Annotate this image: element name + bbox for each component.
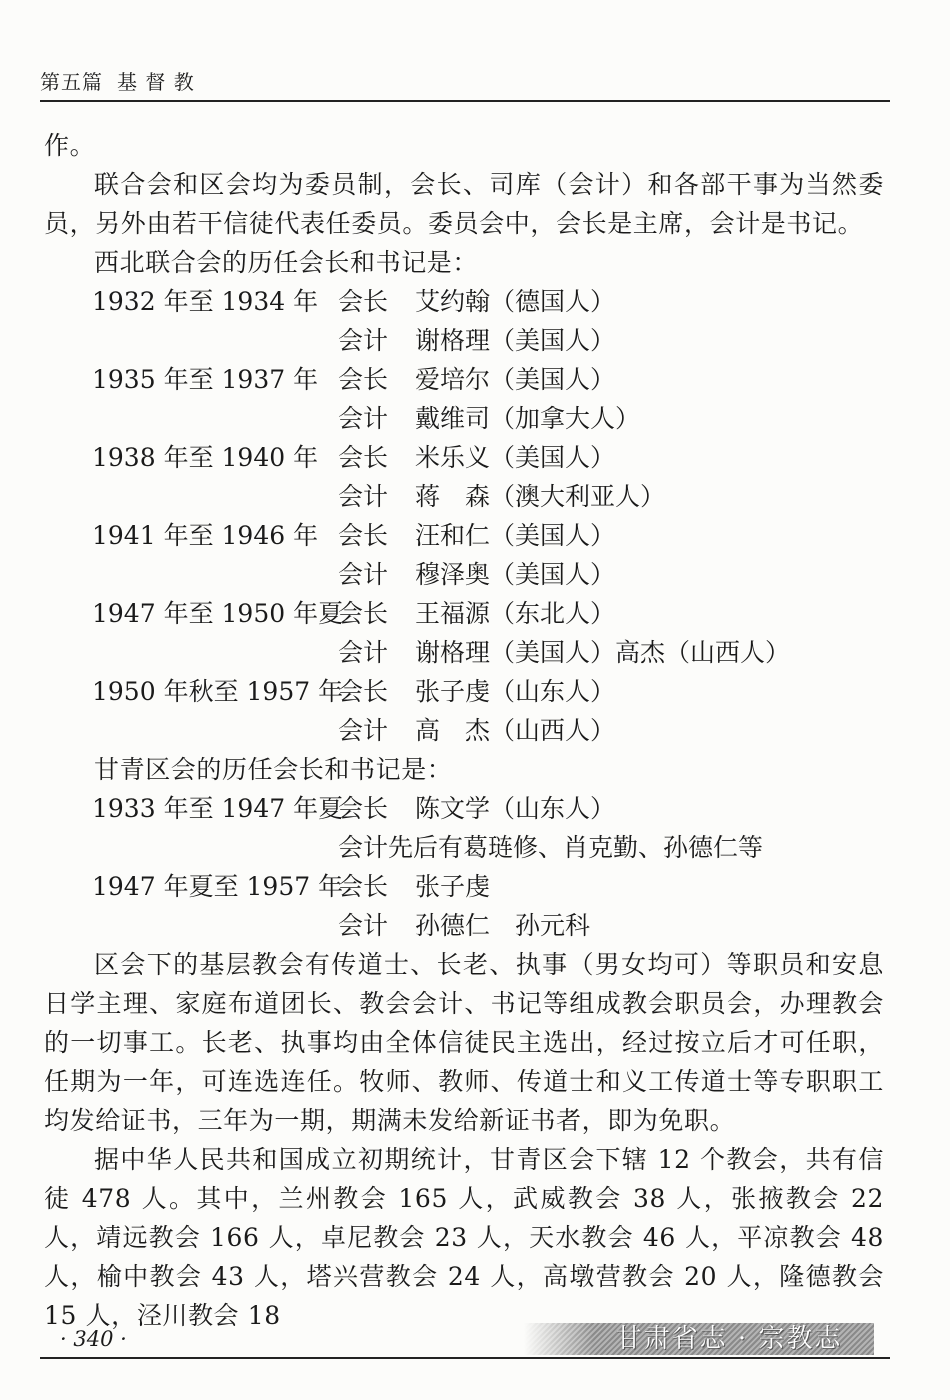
leader-name: 张子虔（山东人）	[415, 677, 616, 706]
term-period: 1941 年至 1946 年	[92, 521, 319, 550]
treasurer-note: 会计先后有葛琏修、肖克勤、孙德仁等	[338, 833, 764, 862]
role-label: 会长	[338, 599, 389, 628]
leader-name: 穆泽奥（美国人）	[415, 560, 616, 589]
part-title: 基 督 教	[117, 70, 195, 94]
term-period: 1938 年至 1940 年	[92, 443, 319, 472]
leader-name: 米乐义（美国人）	[415, 443, 616, 472]
role-label: 会长	[338, 872, 389, 901]
role-label: 会计	[338, 560, 389, 589]
leader-row	[44, 516, 884, 555]
term-period: 1935 年至 1937 年	[92, 365, 319, 394]
leader-row	[44, 477, 884, 516]
role-label: 会长	[338, 521, 389, 550]
leader-row	[44, 360, 884, 399]
leader-row	[44, 321, 884, 360]
leader-name: 张子虔	[415, 872, 491, 901]
role-label: 会计	[338, 716, 389, 745]
term-period: 1932 年至 1934 年	[92, 287, 319, 316]
leader-name: 蒋 森（澳大利亚人）	[415, 482, 666, 511]
leader-name: 爱培尔（美国人）	[415, 365, 616, 394]
paragraph: 联合会和区会均为委员制，会长、司库（会计）和各部干事为当然委员，另外由若干信徒代表任委员。委员会中，会长是主席，会计是书记。	[44, 170, 884, 238]
term-period: 1947 年夏至 1957 年	[92, 872, 344, 901]
paragraph: 西北联合会的历任会长和书记是：	[94, 248, 479, 277]
leader-name: 孙德仁 孙元科	[415, 911, 591, 940]
book-title: 甘肃省志 · 宗教志	[615, 1324, 843, 1354]
paragraph: 甘青区会的历任会长和书记是：	[94, 755, 453, 784]
paragraph: 据中华人民共和国成立初期统计，甘青区会下辖 12 个教会，共有信徒 478 人。其中，兰州教会 165 人，武威教会 38 人，张掖教会 22 人，靖远教会 166 人，卓尼教会 23 人，天水教会 46 人，平凉教会 48 人，榆中教会 43 人，塔兴营教会 24 人，高墩营教会 20 人，隆德教会 15 人，泾川教会 18	[44, 1145, 884, 1330]
role-label: 会计	[338, 326, 389, 355]
leader-name: 谢格理（美国人）高杰（山西人）	[415, 638, 791, 667]
role-label: 会计	[338, 482, 389, 511]
book-title-banner	[524, 1323, 874, 1355]
leader-name: 戴维司（加拿大人）	[415, 404, 641, 433]
leader-row	[44, 594, 884, 633]
leader-row	[44, 906, 884, 945]
leader-row	[44, 828, 884, 867]
main-text	[44, 126, 884, 1335]
leader-name: 艾约翰（德国人）	[415, 287, 616, 316]
role-label: 会计	[338, 911, 389, 940]
leader-row	[44, 711, 884, 750]
footer-rule	[40, 1357, 890, 1359]
term-period: 1933 年至 1947 年夏	[92, 794, 344, 823]
paragraph: 作。	[44, 131, 96, 160]
leader-row	[44, 399, 884, 438]
role-label: 会长	[338, 443, 389, 472]
leader-row	[44, 282, 884, 321]
leader-row	[44, 633, 884, 672]
leader-row	[44, 867, 884, 906]
leader-name: 王福源（东北人）	[415, 599, 616, 628]
running-head	[40, 68, 900, 96]
leader-row	[44, 555, 884, 594]
header-rule	[40, 100, 890, 102]
role-label: 会长	[338, 287, 389, 316]
leader-name: 陈文学（山东人）	[415, 794, 616, 823]
role-label: 会计	[338, 638, 389, 667]
ganqing-leaders-list	[44, 789, 884, 945]
leader-name: 汪和仁（美国人）	[415, 521, 616, 550]
leader-row	[44, 789, 884, 828]
term-period: 1947 年至 1950 年夏	[92, 599, 344, 628]
page-number: · 340 ·	[60, 1327, 127, 1351]
banner-fade	[524, 1323, 594, 1355]
paragraph: 区会下的基层教会有传道士、长老、执事（男女均可）等职员和安息日学主理、家庭布道团长、教会会计、书记等组成教会职员会，办理教会的一切事工。长老、执事均由全体信徒民主选出，经过按立后才可任职，任期为一年，可连选连任。牧师、教师、传道士和义工传道士等专职职工均发给证书，三年为一期，期满未发给新证书者，即为免职。	[44, 950, 884, 1135]
term-period: 1950 年秋至 1957 年	[92, 677, 344, 706]
leader-name: 高 杰（山西人）	[415, 716, 616, 745]
role-label: 会计	[338, 404, 389, 433]
northwest-leaders-list	[44, 282, 884, 750]
part-label: 第五篇	[40, 70, 103, 94]
role-label: 会长	[338, 365, 389, 394]
role-label: 会长	[338, 794, 389, 823]
role-label: 会长	[338, 677, 389, 706]
leader-row	[44, 672, 884, 711]
leader-name: 谢格理（美国人）	[415, 326, 616, 355]
leader-row	[44, 438, 884, 477]
